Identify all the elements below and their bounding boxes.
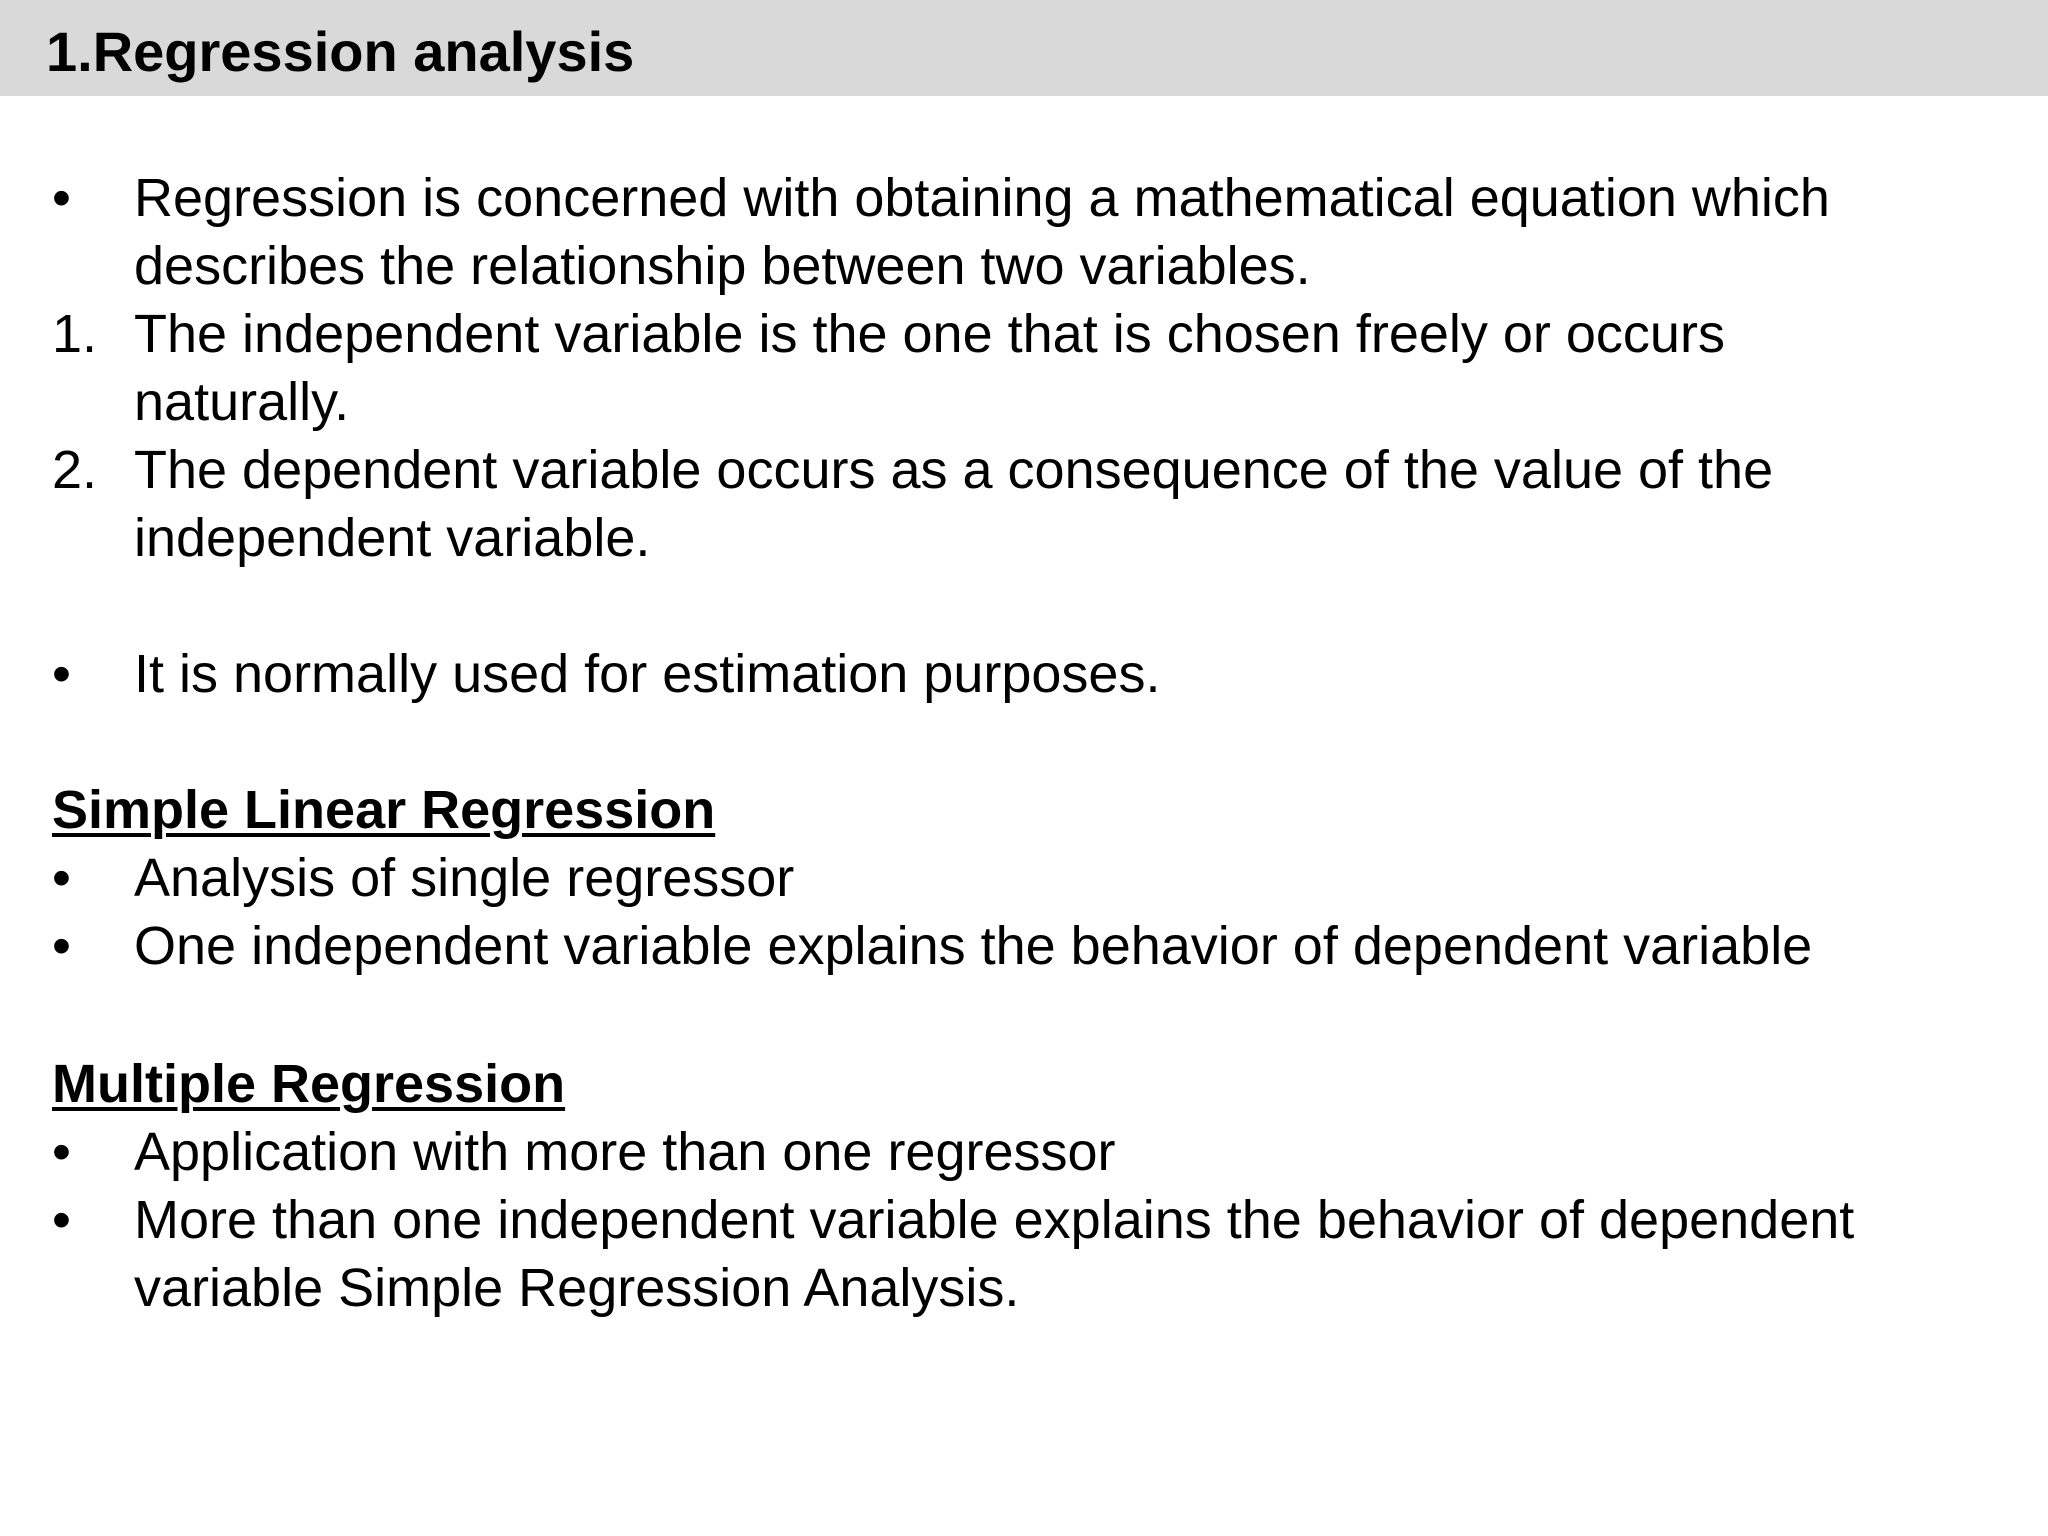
bullet-marker: • xyxy=(52,848,71,908)
bullet-text-continuation: variable Simple Regression Analysis. xyxy=(134,1258,1020,1318)
bullet-marker: • xyxy=(52,916,71,976)
bullet-marker: • xyxy=(52,168,71,228)
numbered-text-continuation: independent variable. xyxy=(134,508,651,568)
bullet-text: Regression is concerned with obtaining a mathematical equation which xyxy=(134,168,1830,228)
number-marker: 1. xyxy=(52,304,98,364)
bullet-text: It is normally used for estimation purposes. xyxy=(134,644,1161,704)
bullet-marker: • xyxy=(52,644,71,704)
section-heading-multiple: Multiple Regression xyxy=(52,1054,566,1114)
bullet-marker: • xyxy=(52,1122,71,1182)
numbered-text-continuation: naturally. xyxy=(134,372,350,432)
bullet-text-continuation: describes the relationship between two variables. xyxy=(134,236,1311,296)
number-marker: 2. xyxy=(52,440,98,500)
bullet-text: Application with more than one regressor xyxy=(134,1122,1116,1182)
slide-title: 1.Regression analysis xyxy=(46,20,635,83)
bullet-text: More than one independent variable explains the behavior of dependent xyxy=(134,1190,1855,1250)
numbered-text: The independent variable is the one that is chosen freely or occurs xyxy=(134,304,1725,364)
bullet-text: One independent variable explains the behavior of dependent variable xyxy=(134,916,1813,976)
bullet-text: Analysis of single regressor xyxy=(134,848,795,908)
numbered-text: The dependent variable occurs as a consequence of the value of the xyxy=(134,440,1774,500)
section-heading-simple: Simple Linear Regression xyxy=(52,780,716,840)
bullet-marker: • xyxy=(52,1190,71,1250)
